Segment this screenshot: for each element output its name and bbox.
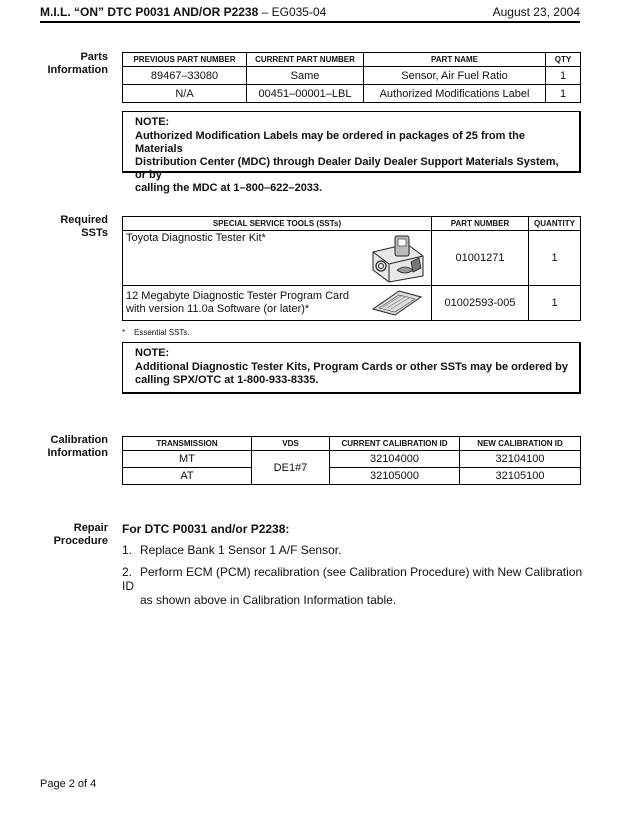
ssts-section-label: Required SSTs — [60, 214, 108, 239]
sst-table-header — [123, 217, 581, 231]
note-title: NOTE: — [135, 347, 170, 359]
column-header: PART NUMBER — [432, 217, 529, 231]
calibration-table — [122, 436, 581, 485]
table-cell: AT — [123, 468, 252, 485]
sst-name-cell — [123, 231, 432, 286]
step-text: as shown above in Calibration Information table. — [140, 593, 397, 607]
column-header: NEW CALIBRATION ID — [460, 437, 581, 451]
sst-footnote — [122, 328, 190, 337]
table-cell: Sensor, Air Fuel Ratio — [364, 67, 546, 85]
step-text: Replace Bank 1 Sensor 1 A/F Sensor. — [140, 543, 342, 557]
table-cell: Same — [247, 67, 364, 85]
sst-name: with version 11.0a Software (or later)* — [126, 303, 310, 315]
note-text: calling the MDC at 1–800–622–2033. — [135, 182, 323, 194]
document-title: M.I.L. “ON” DTC P0031 AND/OR P2238 — [40, 5, 259, 19]
table-cell: 1 — [546, 85, 581, 103]
page-number: Page 2 of 4 — [40, 778, 97, 790]
sst-name: 12 Megabyte Diagnostic Tester Program Card — [126, 290, 349, 302]
note-box-labels — [122, 111, 581, 194]
column-header: QTY — [546, 53, 581, 67]
table-row — [123, 231, 581, 286]
repair-step — [122, 565, 592, 607]
table-row — [123, 67, 581, 85]
table-cell: MT — [123, 451, 252, 468]
vds-cell: DE1#7 — [252, 451, 330, 485]
table-cell: 32105000 — [330, 468, 460, 485]
footnote-mark: * — [122, 328, 126, 337]
table-cell: 32105100 — [460, 468, 581, 485]
table-cell: 32104100 — [460, 451, 581, 468]
column-header: CURRENT CALIBRATION ID — [330, 437, 460, 451]
note-text: calling SPX/OTC at 1-800-933-8335. — [135, 374, 319, 386]
table-cell: 01002593-005 — [432, 286, 529, 321]
parts-table — [122, 52, 581, 103]
parts-table-header — [123, 53, 581, 67]
footnote-text: Essential SSTs. — [134, 328, 190, 337]
table-row — [123, 286, 581, 321]
table-row — [123, 85, 581, 103]
column-header: PART NAME — [364, 53, 546, 67]
tester-kit-icon — [367, 234, 427, 284]
calibration-table-header — [123, 437, 581, 451]
column-header: TRANSMISSION — [123, 437, 252, 451]
column-header: VDS — [252, 437, 330, 451]
column-header: SPECIAL SERVICE TOOLS (SSTs) — [123, 217, 432, 231]
note-text: Authorized Modification Labels may be ordered in packages of 25 from the Materials — [135, 130, 525, 155]
note-text: Distribution Center (MDC) through Dealer Daily Dealer Support Materials System, or by — [135, 156, 559, 181]
table-cell: Authorized Modifications Label — [364, 85, 546, 103]
table-cell: 01001271 — [432, 231, 529, 286]
note-box-ssts — [122, 342, 581, 394]
step-number: 2. — [122, 565, 133, 579]
sst-name-cell — [123, 286, 432, 321]
repair-section-label: Repair Procedure — [53, 522, 108, 547]
header-rule — [40, 21, 580, 23]
table-cell: 1 — [529, 231, 581, 286]
column-header: CURRENT PART NUMBER — [247, 53, 364, 67]
table-cell: 1 — [546, 67, 581, 85]
column-header: QUANTITY — [529, 217, 581, 231]
document-header — [40, 5, 326, 19]
document-date: August 23, 2004 — [492, 5, 580, 19]
table-cell: N/A — [123, 85, 247, 103]
document-code: EG035-04 — [271, 5, 327, 19]
note-title: NOTE: — [135, 116, 170, 128]
repair-heading: For DTC P0031 and/or P2238: — [122, 522, 290, 536]
step-number: 1. — [122, 543, 133, 557]
table-cell: 1 — [529, 286, 581, 321]
table-row — [123, 451, 581, 468]
table-cell: 00451–00001–LBL — [247, 85, 364, 103]
program-card-icon — [369, 289, 425, 317]
calibration-section-label: Calibration Information — [47, 434, 108, 459]
table-row — [123, 468, 581, 485]
parts-section-label: Parts Information — [47, 51, 108, 76]
step-text: Perform ECM (PCM) recalibration (see Calibration Procedure) with New Calibration ID — [122, 565, 583, 593]
sst-table — [122, 216, 581, 321]
note-text: Additional Diagnostic Tester Kits, Program Cards or other SSTs may be ordered by — [135, 361, 568, 373]
repair-step — [122, 543, 341, 557]
header-separator: – — [258, 5, 272, 19]
column-header: PREVIOUS PART NUMBER — [123, 53, 247, 67]
table-cell: 89467–33080 — [123, 67, 247, 85]
table-cell: 32104000 — [330, 451, 460, 468]
sst-name: Toyota Diagnostic Tester Kit* — [126, 232, 266, 244]
